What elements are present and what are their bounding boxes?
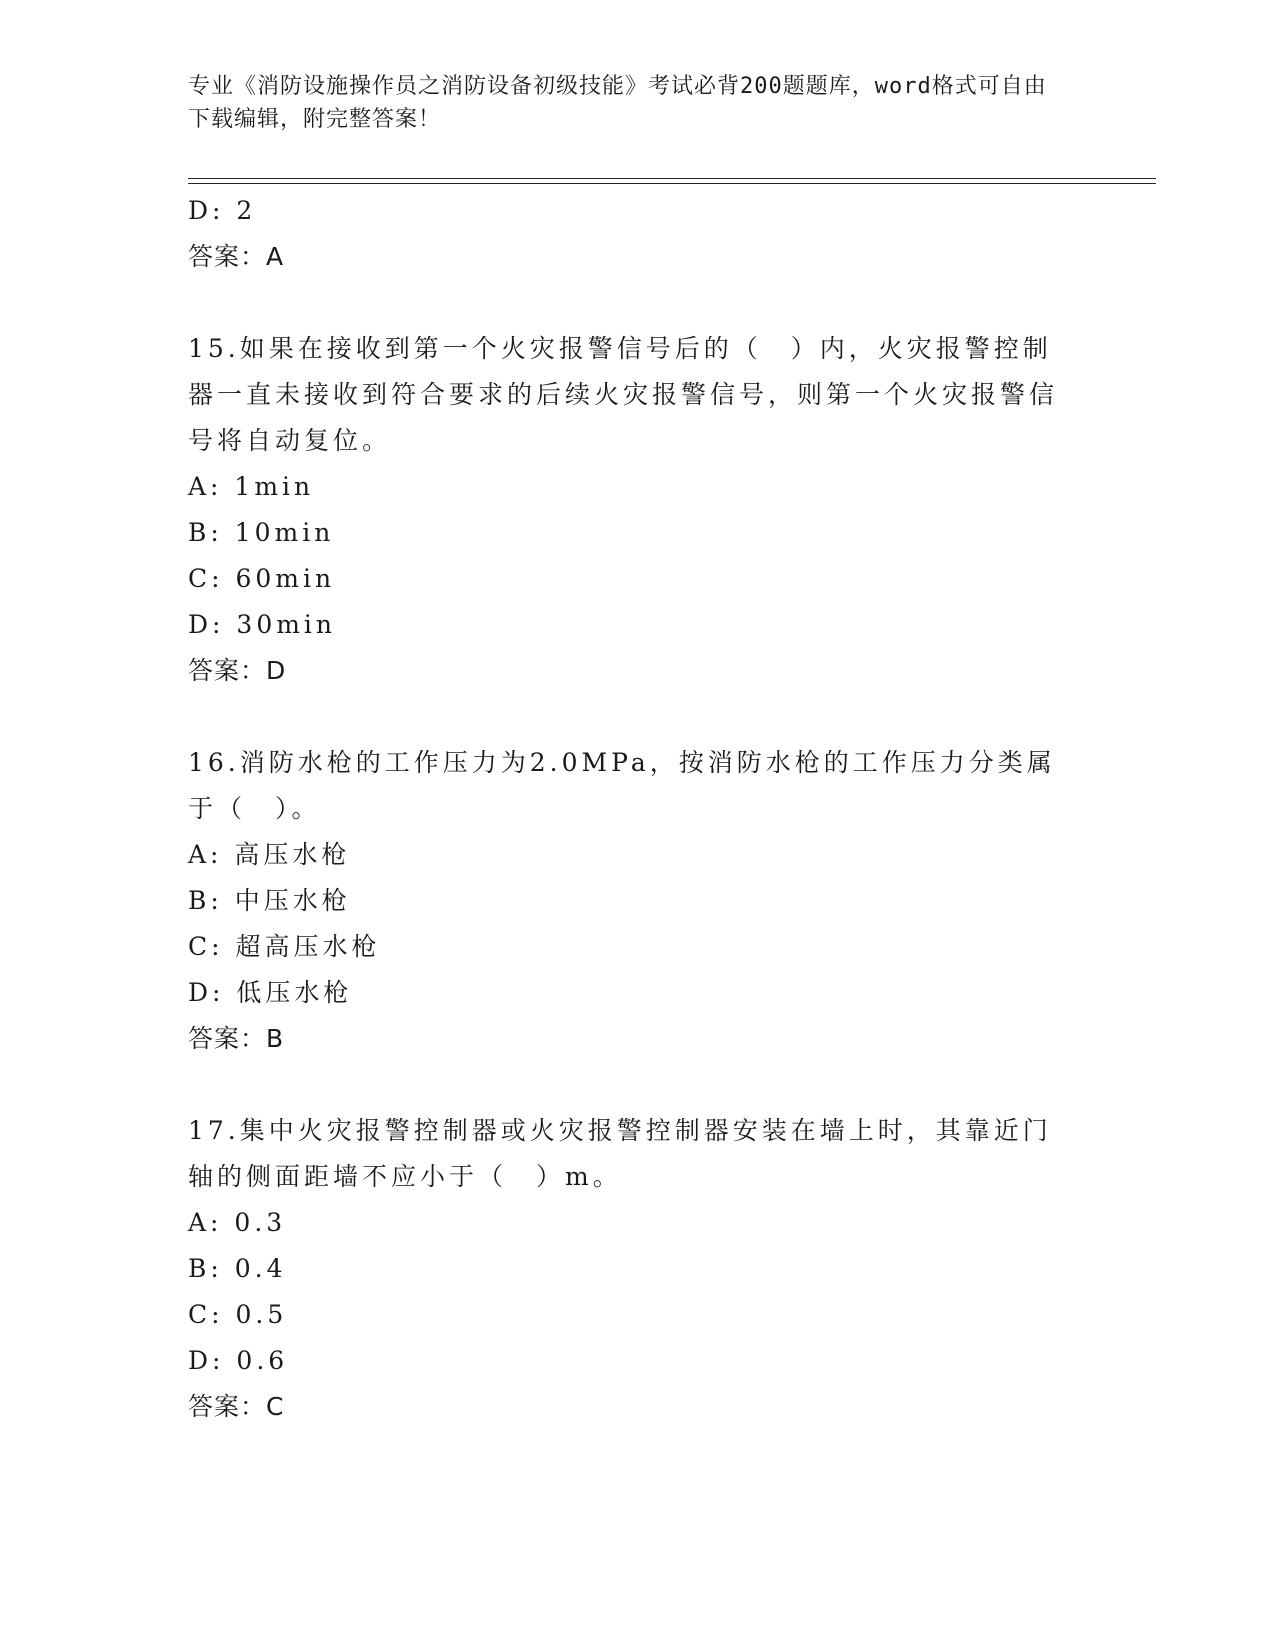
question-16 [188,740,1088,1062]
question-17 [188,1108,1088,1430]
option-d: D: 低压水枪 [188,978,353,1007]
question-stem: 15.如果在接收到第一个火灾报警信号后的（ ）内，火灾报警控制器一直未接收到符合要求的后续火灾报警信号，则第一个火灾报警信号将自动复位。 [188,334,1059,455]
option-d: D: 30min [188,610,337,639]
answer: 答案：D [188,656,287,685]
option-c: C: 0.5 [188,1300,288,1329]
option-d: D: 0.6 [188,1346,289,1375]
option-b: B: 0.4 [188,1254,287,1283]
header-divider-second [188,183,1156,184]
question-list [188,188,1088,1430]
question-stem: 17.集中火灾报警控制器或火灾报警控制器安装在墙上时，其靠近门轴的侧面距墙不应小于（ ）m。 [188,1116,1052,1191]
question-15 [188,326,1088,694]
answer: 答案：C [188,1392,285,1421]
page-header: 专业《消防设施操作员之消防设备初级技能》考试必背200题题库，word格式可自由下载编辑，附完整答案！ [188,74,1047,132]
option-b: B: 10min [188,518,335,547]
option-a: A: 1min [188,472,315,501]
header-divider [188,178,1156,179]
option-c: C: 60min [188,564,336,593]
prev-answer: 答案：A [188,242,285,271]
question-stem: 16.消防水枪的工作压力为2.0MPa，按消防水枪的工作压力分类属于（ ）。 [188,748,1056,823]
option-a: A: 0.3 [188,1208,287,1237]
option-b: B: 中压水枪 [188,886,351,915]
option-c: C: 超高压水枪 [188,932,381,961]
prev-option-d: D: 2 [188,196,257,225]
answer: 答案：B [188,1024,285,1053]
option-a: A: 高压水枪 [188,840,351,869]
